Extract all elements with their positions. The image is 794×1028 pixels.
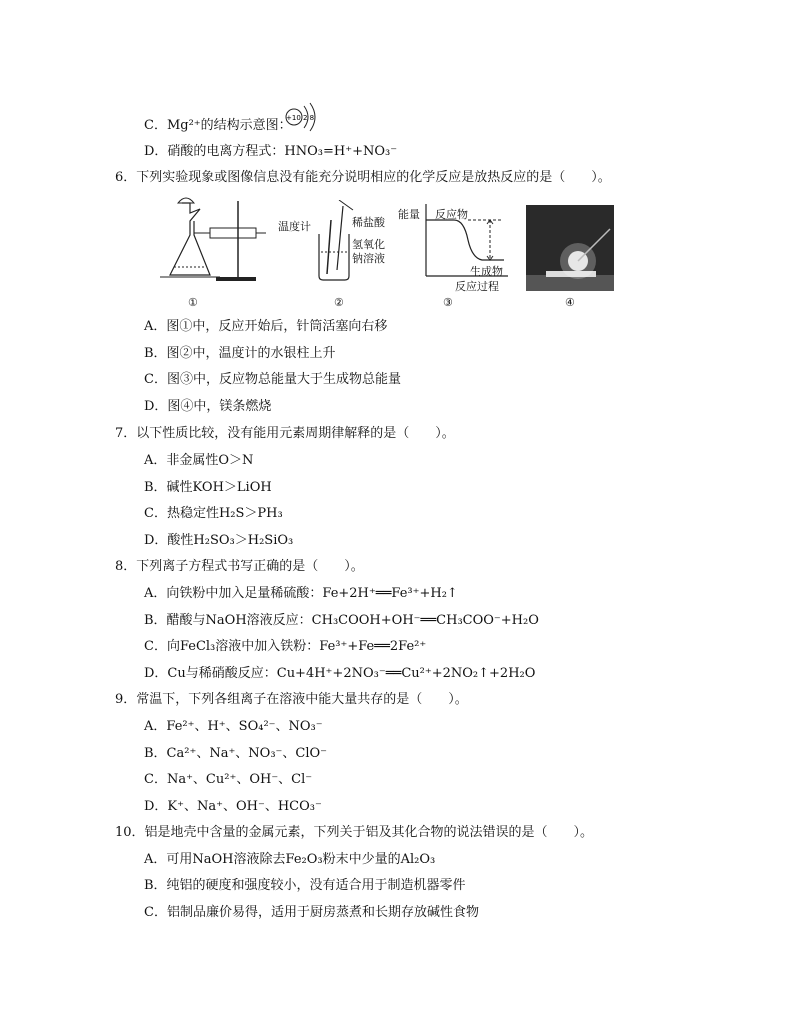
q7-stem: 7．以下性质比较，没有能用元素周期律解释的是（ ）。 <box>115 426 455 441</box>
q8-stem: 8．下列离子方程式书写正确的是（ ）。 <box>115 559 364 574</box>
q9-option-d: D．K⁺、Na⁺、OH⁻、HCO₃⁻ <box>144 799 322 814</box>
label-product: 生成物 <box>470 265 503 278</box>
caption-3: ③ <box>443 296 453 309</box>
q8-option-b: B．醋酸与NaOH溶液反应：CH₃COOH+OH⁻══CH₃COO⁻+H₂O <box>144 613 539 628</box>
label-dilute-hcl: 稀盐酸 <box>352 216 385 229</box>
q7-option-a: A．非金属性O＞N <box>144 453 254 468</box>
caption-2: ② <box>334 296 344 309</box>
label-reaction-process: 反应过程 <box>455 280 499 293</box>
figure-1-flask-syringe <box>160 195 270 295</box>
label-naoh-line1: 氢氧化 <box>352 238 385 251</box>
q7-option-d: D．酸性H₂SO₃＞H₂SiO₃ <box>144 533 294 548</box>
q10-option-b: B．纯铝的硬度和强度较小，没有适合用于制造机器零件 <box>144 878 466 893</box>
q9-option-c: C．Na⁺、Cu²⁺、OH⁻、Cl⁻ <box>144 772 313 787</box>
label-thermometer: 温度计 <box>278 220 311 233</box>
q10-option-a: A．可用NaOH溶液除去Fe₂O₃粉末中少量的Al₂O₃ <box>144 852 436 867</box>
figure-4-magnesium-burning-photo <box>526 205 614 291</box>
q6-option-b: B．图②中，温度计的水银柱上升 <box>144 346 336 361</box>
label-naoh-line2: 钠溶液 <box>352 252 385 265</box>
q8-option-a: A．向铁粉中加入足量稀硫酸：Fe+2H⁺══Fe³⁺+H₂↑ <box>144 586 458 601</box>
atom-label: +10 2 8 <box>286 114 315 122</box>
q9-option-a: A．Fe²⁺、H⁺、SO₄²⁻、NO₃⁻ <box>144 719 323 734</box>
q5-option-c: C．Mg²⁺的结构示意图： <box>144 118 292 133</box>
q9-option-b: B．Ca²⁺、Na⁺、NO₃⁻、ClO⁻ <box>144 746 328 761</box>
caption-1: ① <box>188 296 198 309</box>
q9-stem: 9．常温下，下列各组离子在溶液中能大量共存的是（ ）。 <box>115 692 468 707</box>
q6-option-d: D．图④中，镁条燃烧 <box>144 399 272 414</box>
q6-option-a: A．图①中，反应开始后，针筒活塞向右移 <box>144 319 388 334</box>
caption-4: ④ <box>565 296 575 309</box>
q7-option-c: C．热稳定性H₂S＞PH₃ <box>144 506 283 521</box>
mg-ion-structure-diagram <box>284 100 330 134</box>
q10-option-c: C．铝制品廉价易得，适用于厨房蒸煮和长期存放碱性食物 <box>144 905 479 920</box>
q6-stem: 6．下列实验现象或图像信息没有能充分说明相应的化学反应是放热反应的是（ ）。 <box>115 170 611 185</box>
q7-option-b: B．碱性KOH＞LiOH <box>144 480 272 495</box>
q8-option-c: C．向FeCl₃溶液中加入铁粉：Fe³⁺+Fe══2Fe²⁺ <box>144 639 427 654</box>
label-reactant: 反应物 <box>435 208 468 221</box>
q8-option-d: D．Cu与稀硝酸反应：Cu+4H⁺+2NO₃⁻══Cu²⁺+2NO₂↑+2H₂O <box>144 666 536 681</box>
q5-option-d: D．硝酸的电离方程式：HNO₃=H⁺+NO₃⁻ <box>144 144 398 159</box>
label-energy: 能量 <box>398 208 420 221</box>
q6-option-c: C．图③中，反应物总能量大于生成物总能量 <box>144 372 401 387</box>
q10-stem: 10．铝是地壳中含量的金属元素，下列关于铝及其化合物的说法错误的是（ ）。 <box>115 825 594 840</box>
